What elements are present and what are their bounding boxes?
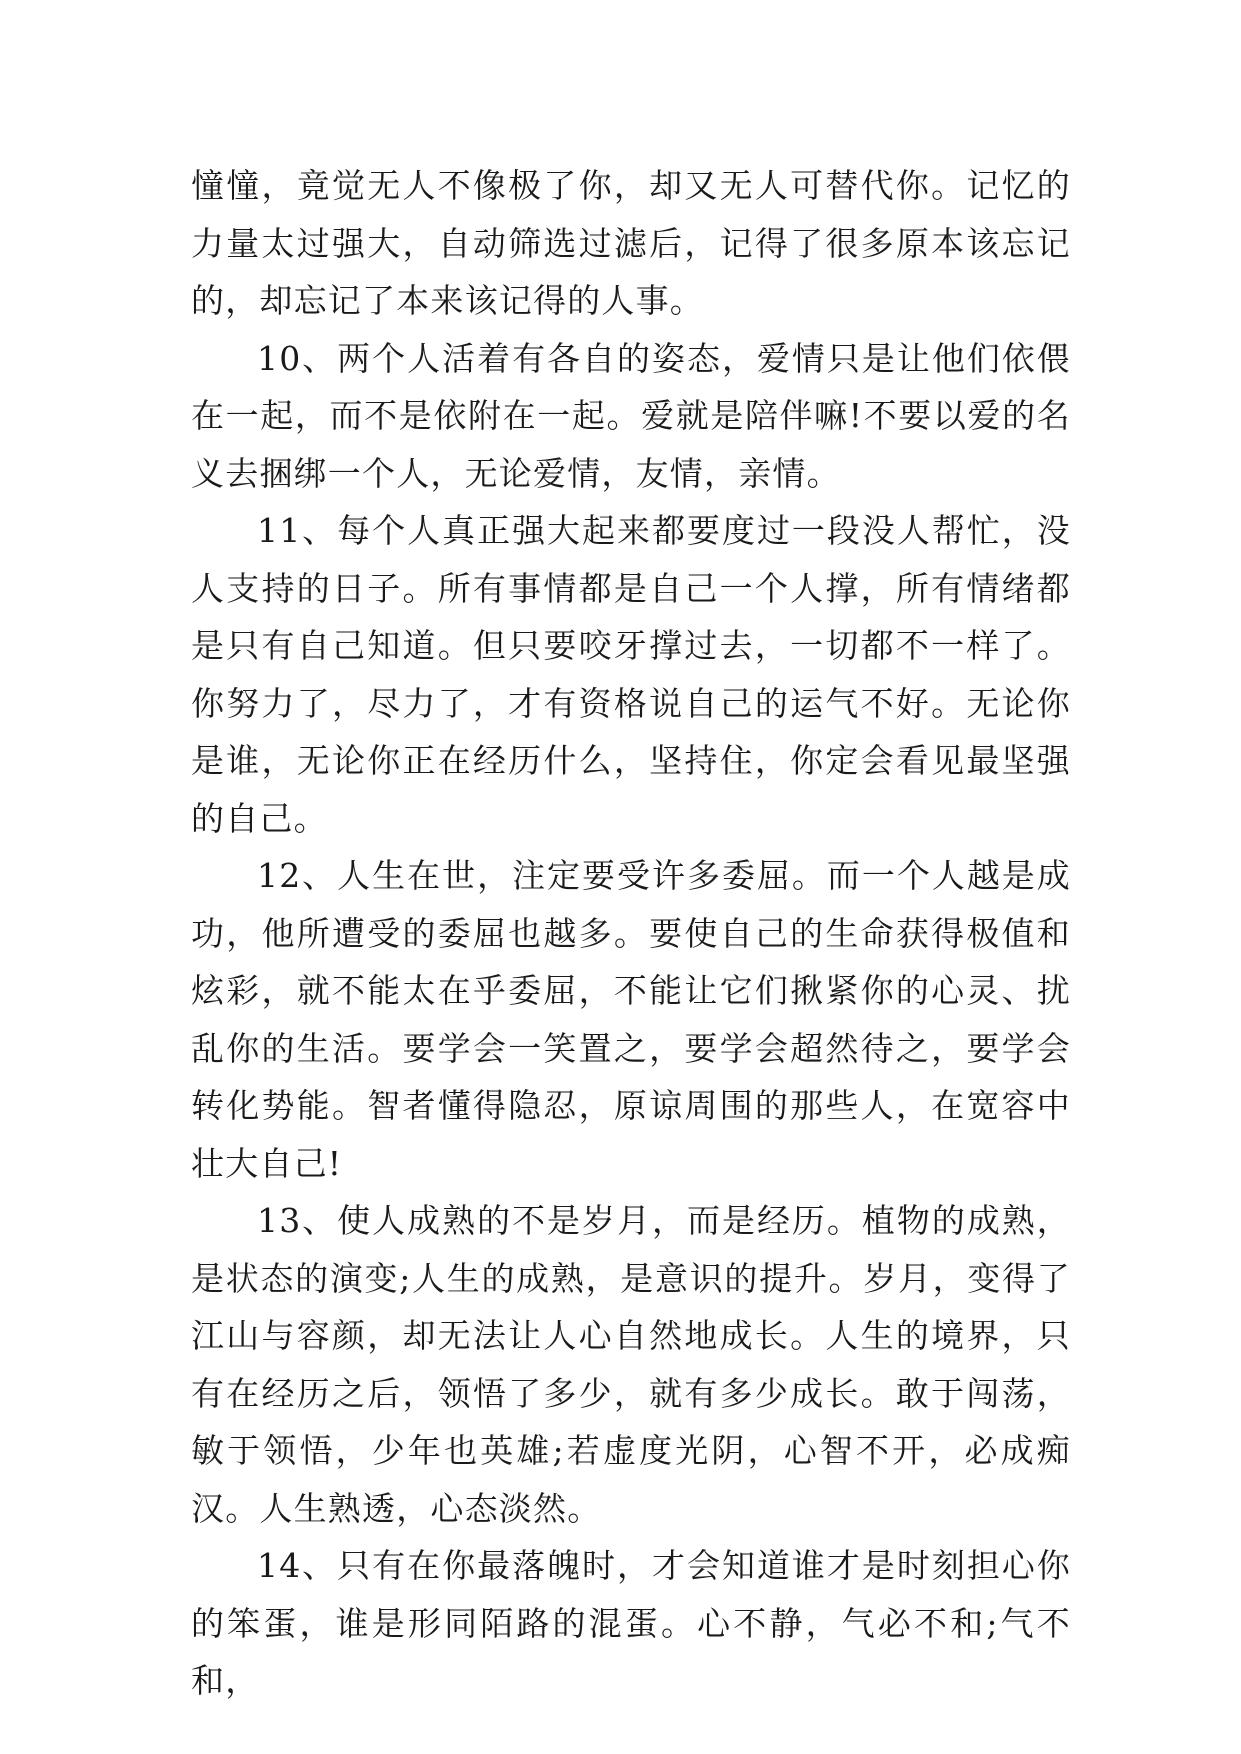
paragraph-13: 13、使人成熟的不是岁月，而是经历。植物的成熟，是状态的演变;人生的成熟，是意识的提升。岁月，变得了江山与容颜，却无法让人心自然地成长。人生的境界，只有在经历之后，领悟了多少，就有多少成长。敢于闯荡，敏于领悟，少年也英雄;若虚度光阴，心智不开，必成痴汉。人生熟透，心态淡然。 [191, 1201, 1071, 1528]
paragraph-12: 12、人生在世，注定要受许多委屈。而一个人越是成功，他所遭受的委屈也越多。要使自己的生命获得极值和炫彩，就不能太在乎委屈，不能让它们揪紧你的心灵、扰乱你的生活。要学会一笑置之，要学会超然待之，要学会转化势能。智者懂得隐忍，原谅周围的那些人，在宽容中壮大自己! [191, 856, 1071, 1183]
document-body [191, 157, 1071, 1710]
paragraph-11: 11、每个人真正强大起来都要度过一段没人帮忙，没人支持的日子。所有事情都是自己一个人撑，所有情绪都是只有自己知道。但只要咬牙撑过去，一切都不一样了。你努力了，尽力了，才有资格说自己的运气不好。无论你是谁，无论你正在经历什么，坚持住，你定会看见最坚强的自己。 [191, 511, 1071, 838]
paragraph-10: 10、两个人活着有各自的姿态，爱情只是让他们依偎在一起，而不是依附在一起。爱就是陪伴嘛!不要以爱的名义去捆绑一个人，无论爱情，友情，亲情。 [191, 338, 1071, 493]
paragraph-14: 14、只有在你最落魄时，才会知道谁才是时刻担心你的笨蛋，谁是形同陌路的混蛋。心不静，气必不和;气不和， [191, 1546, 1071, 1700]
paragraph-continued: 憧憧，竟觉无人不像极了你，却又无人可替代你。记忆的力量太过强大，自动筛选过滤后，记得了很多原本该忘记的，却忘记了本来该记得的人事。 [191, 166, 1071, 320]
